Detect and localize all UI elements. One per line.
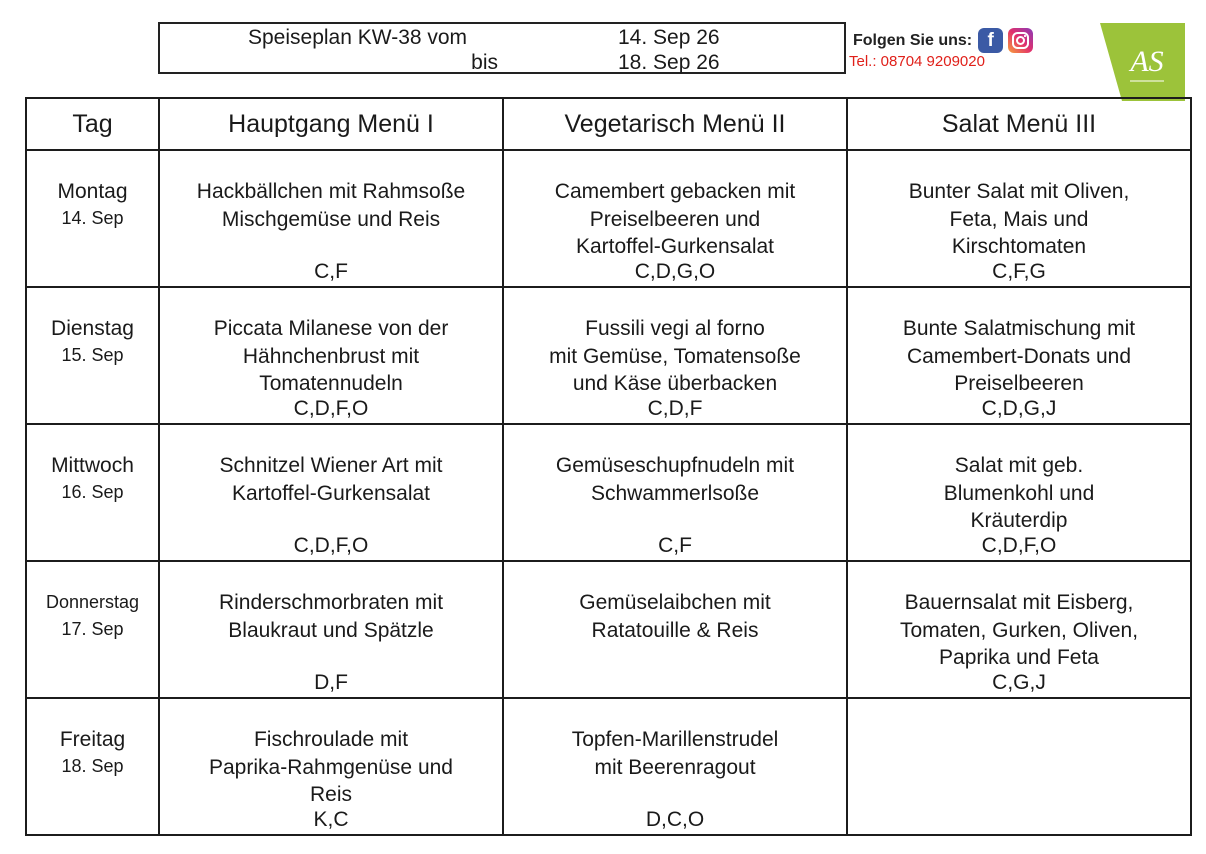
dish-line: Reis (309, 783, 352, 806)
column-header-menu3: Salat Menü III (847, 98, 1191, 150)
dish-line: Feta, Mais und (949, 207, 1089, 231)
dish-line: und Käse überbacken (572, 372, 778, 395)
dish-line: Schwammerlsoße (590, 481, 760, 505)
day-name: Dienstag (51, 317, 134, 340)
allergen-codes: C,G,J (992, 670, 1046, 694)
dish-line: Hähnchenbrust mit (242, 344, 420, 368)
day-date: 18. Sep (61, 756, 124, 776)
allergen-codes: C,D,F (647, 396, 703, 420)
column-header-menu1: Hauptgang Menü I (159, 98, 503, 150)
allergen-codes: C,D,F,O (293, 533, 369, 557)
allergen-codes: C,D,F,O (981, 533, 1057, 557)
dish-line: Rinderschmorbraten mit (218, 591, 444, 614)
weekly-menu-table (25, 97, 1192, 836)
week-header-box (158, 22, 846, 74)
dish-line: Camembert gebacken mit (554, 180, 796, 203)
table-row (26, 287, 1191, 424)
dish-line: Camembert-Donats und (906, 344, 1132, 368)
dish-line: Schnitzel Wiener Art mit (219, 454, 443, 477)
instagram-icon[interactable] (1008, 28, 1033, 53)
social-follow (853, 28, 1038, 53)
menu1-cell (159, 150, 503, 287)
menu1-cell (159, 424, 503, 561)
menu2-cell (503, 561, 847, 698)
menu2-cell (503, 287, 847, 424)
menu1-cell (159, 698, 503, 835)
follow-label: Folgen Sie uns: (853, 31, 973, 49)
column-header-day: Tag (26, 98, 159, 150)
allergen-codes: C,D,F,O (293, 396, 369, 420)
table-row (26, 424, 1191, 561)
dish-line: Kartoffel-Gurkensalat (575, 235, 775, 258)
dish-line: Paprika und Feta (939, 646, 1099, 669)
dish-line: Gemüseschupfnudeln mit (555, 454, 795, 477)
menu2-cell (503, 150, 847, 287)
header-title-line1: Speiseplan KW-38 vom (248, 26, 468, 49)
day-date: 16. Sep (61, 482, 124, 502)
day-name: Freitag (59, 728, 126, 751)
menu2-cell (503, 424, 847, 561)
dish-line: Bunter Salat mit Oliven, (908, 180, 1130, 203)
day-date: 17. Sep (61, 619, 124, 639)
dish-line: Topfen-Marillenstrudel (571, 728, 779, 751)
dish-line: Fischroulade mit (253, 728, 409, 751)
day-name: Montag (57, 180, 128, 203)
day-cell (26, 561, 159, 698)
dish-line: Gemüselaibchen mit (579, 591, 771, 614)
dish-line: Hackbällchen mit Rahmsoße (196, 180, 466, 203)
dish-line: mit Gemüse, Tomatensoße (549, 344, 801, 368)
facebook-icon[interactable]: f (978, 28, 1003, 53)
allergen-codes: C,F,G (992, 259, 1046, 283)
dish-line: Blaukraut und Spätzle (228, 618, 434, 642)
allergen-codes: C,D,G,J (981, 396, 1057, 420)
menu1-cell (159, 561, 503, 698)
table-row (26, 150, 1191, 287)
day-cell (26, 287, 159, 424)
dish-line: Fussili vegi al forno (585, 317, 765, 340)
svg-text:AS: AS (1130, 45, 1164, 78)
phone-number: Tel.: 08704 9209020 (849, 53, 985, 70)
menu3-cell (847, 561, 1191, 698)
allergen-codes: D,C,O (645, 807, 705, 831)
dish-line: Kartoffel-Gurkensalat (231, 481, 431, 505)
company-logo (1100, 23, 1185, 101)
dish-line: Ratatouille & Reis (591, 618, 759, 642)
dish-line: mit Beerenragout (594, 755, 756, 779)
dish-line: Bauernsalat mit Eisberg, (904, 591, 1134, 614)
allergen-codes: D,F (314, 670, 348, 694)
header-title-line2: bis (471, 51, 498, 74)
day-date: 14. Sep (61, 208, 124, 228)
allergen-codes: C,D,G,O (634, 259, 716, 283)
table-row (26, 698, 1191, 835)
allergen-codes: K,C (313, 807, 349, 831)
menu3-cell (847, 424, 1191, 561)
day-date: 15. Sep (61, 345, 124, 365)
dish-line: Kirschtomaten (951, 235, 1087, 258)
dish-line: Bunte Salatmischung mit (902, 317, 1136, 340)
dish-line: Tomatennudeln (259, 372, 403, 395)
dish-line: Blumenkohl und (943, 481, 1095, 505)
dish-line: Salat mit geb. (954, 454, 1084, 477)
day-name: Donnerstag (45, 592, 140, 612)
menu3-cell (847, 698, 1191, 835)
dish-line: Kräuterdip (970, 509, 1068, 532)
table-header-row (26, 98, 1191, 150)
menu2-cell (503, 698, 847, 835)
day-cell (26, 698, 159, 835)
menu3-cell (847, 150, 1191, 287)
table-row (26, 561, 1191, 698)
header-date-from: 14. Sep 26 (618, 26, 720, 49)
header-date-to: 18. Sep 26 (618, 51, 720, 74)
allergen-codes: C,F (658, 533, 692, 557)
column-header-menu2: Vegetarisch Menü II (503, 98, 847, 150)
allergen-codes: C,F (314, 259, 348, 283)
menu1-cell (159, 287, 503, 424)
day-cell (26, 424, 159, 561)
day-cell (26, 150, 159, 287)
dish-line: Tomaten, Gurken, Oliven, (899, 618, 1139, 642)
dish-line: Piccata Milanese von der (213, 317, 449, 340)
dish-line: Paprika-Rahmgenüse und (209, 755, 453, 779)
dish-line: Mischgemüse und Reis (221, 207, 441, 231)
menu3-cell (847, 287, 1191, 424)
dish-line: Preiselbeeren und (589, 207, 761, 231)
day-name: Mittwoch (51, 454, 134, 477)
dish-line: Preiselbeeren (954, 372, 1084, 395)
